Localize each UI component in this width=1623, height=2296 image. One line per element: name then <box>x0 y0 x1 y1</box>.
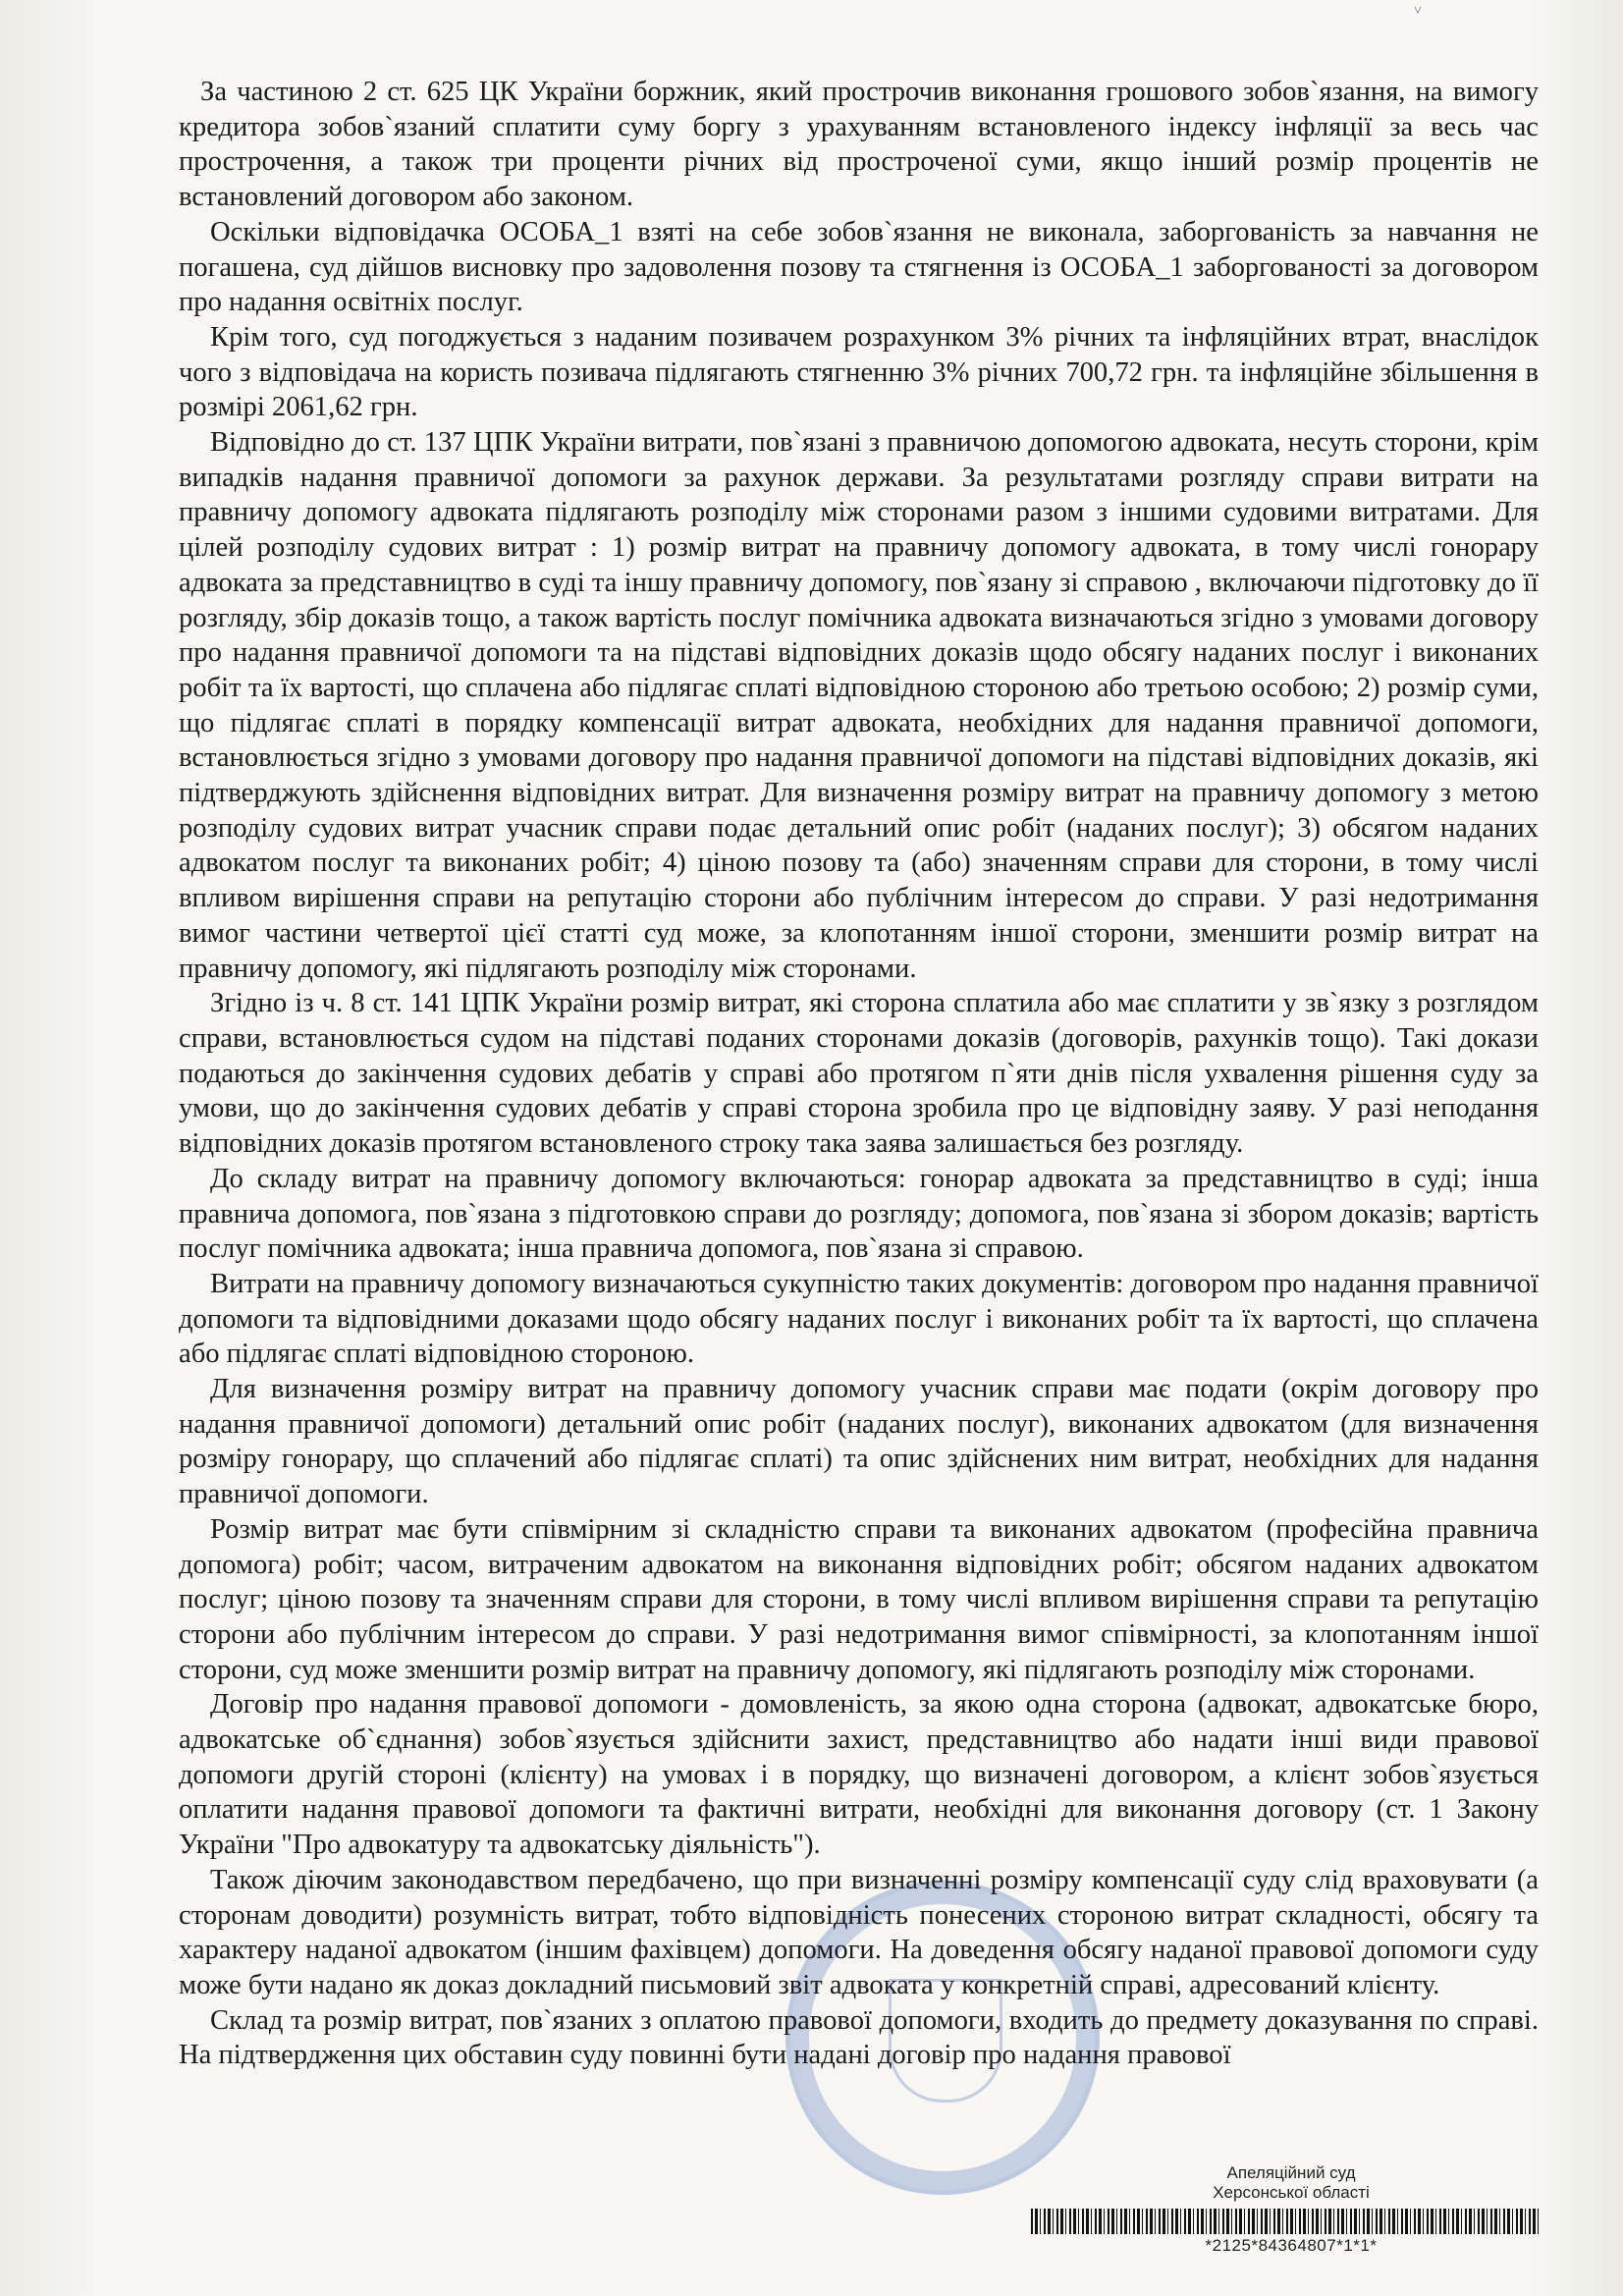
paragraph-9: Розмір витрат має бути співмірним зі складністю справи та виконаних адвокатом (професійна правнича допомога) робіт; часом, витраченим адвокатом на виконання відповідних робіт; обсягом наданих адвокатом послуг; ціною позову та значенням справи для сторони, в тому числі впливом вирішення справи та репутацію сторони або публічним інтересом до справи. У разі недотримання вимог співмірності, за клопотанням іншої сторони, суд може зменшити розмір витрат на правничу допомогу, які підлягають розподілу між сторонами. <box>179 1513 1539 1685</box>
corner-mark: ˅ <box>1414 4 1422 19</box>
page-footer <box>1031 2163 1551 2256</box>
paragraph-4: Відповідно до ст. 137 ЦПК України витрати, пов`язані з правничою допомогою адвоката, несуть сторони, крім випадків надання правничої допомоги за рахунок держави. За результатами розгляду справи витрати на правничу допомогу адвоката підлягають розподілу між сторонами разом з іншими судовими витратами. Для цілей розподілу судових витрат : 1) розмір витрат на правничу допомогу адвоката, в тому числі гонорару адвоката за представництво в суді та іншу правничу допомогу, пов`язану зі справою , включаючи підготовку до її розгляду, збір доказів тощо, а також вартість послуг помічника адвоката визначаються згідно з умовами договору про надання правничої допомоги та на підставі відповідних доказів щодо обсягу наданих послуг і виконаних робіт та їх вартості, що сплачена або підлягає сплаті відповідною стороною або третьою особою; 2) розмір суми, що підлягає сплаті в порядку компенсації витрат адвоката, необхідних для надання правничої допомоги, встановлюється згідно з умовами договору про надання правничої допомоги на підставі відповідних доказів, які підтверджують здійснення відповідних витрат. Для визначення розміру витрат на правничу допомогу з метою розподілу судових витрат учасник справи подає детальний опис робіт (наданих послуг); 3) обсягом наданих адвокатом послуг та виконаних робіт; 4) ціною позову та (або) значенням справи для сторони, в тому числі впливом вирішення справи на репутацію сторони або публічним інтересом до справи. У разі недотримання вимог частини четвертої цієї статті суд може, за клопотанням іншої сторони, зменшити розмір витрат на правничу допомогу, які підлягають розподілу між сторонами. <box>179 427 1539 984</box>
paragraph-2: Оскільки відповідачка ОСОБА_1 взяті на себе зобов`язання не виконала, заборгованість за навчання не погашена, суд дійшов висновку про задоволення позову та стягнення із ОСОБА_1 заборгованості за договором про надання освітніх послуг. <box>179 216 1539 318</box>
court-name-line-1: Апеляційний суд <box>1226 2163 1356 2182</box>
court-name-line-2: Херсонської області <box>1213 2183 1370 2202</box>
paragraph-1: За частиною 2 ст. 625 ЦК України боржник, який прострочив виконання грошового зобов`язання, на вимогу кредитора зобов`язаний сплатити суму боргу з урахуванням встановленого індексу інфляції за весь час прострочення, а також три проценти річних від простроченої суми, якщо інший розмір процентів не встановлений договором або законом. <box>179 77 1539 213</box>
paragraph-6: До складу витрат на правничу допомогу включаються: гонорар адвоката за представництво в суді; інша правнича допомога, пов`язана з підготовкою справи до розгляду; допомога, пов`язана зі збором доказів; вартість послуг помічника адвоката; інша правнича допомога, пов`язана зі справою. <box>179 1163 1539 1265</box>
paragraph-10: Договір про надання правової допомоги - домовленість, за якою одна сторона (адвокат, адвокатське бюро, адвокатське об`єднання) зобов`язується здійснити захист, представництво або надати інші види правової допомоги другій стороні (клієнту) на умовах і в порядку, що визначені договором, а клієнт зобов`язується оплатити надання правової допомоги та фактичні витрати, необхідні для виконання договору (ст. 1 Закону України "Про адвокатуру та адвокатську діяльність"). <box>179 1689 1539 1861</box>
barcode-number: *2125*84364807*1*1* <box>1205 2236 1378 2255</box>
paragraph-8: Для визначення розміру витрат на правничу допомогу учасник справи має подати (окрім договору про надання правничої допомоги) детальний опис робіт (наданих послуг), виконаних адвокатом (для визначення розміру гонорару, що сплачений або підлягає сплаті) та опис здійснених ним витрат, необхідних для надання правничої допомоги. <box>179 1374 1539 1510</box>
paragraph-11: Також діючим законодавством передбачено, що при визначенні розміру компенсації суду слід враховувати (а сторонам доводити) розумність витрат, тобто відповідність понесених стороною витрат складності, обсягу та характеру наданої адвокатом (іншим фахівцем) допомоги. На доведення обсягу наданої правової допомоги суду може бути надано як доказ докладний письмовий звіт адвоката у конкретній справі, адресований клієнту. <box>179 1864 1539 2000</box>
paragraph-5: Згідно із ч. 8 ст. 141 ЦПК України розмір витрат, які сторона сплатила або має сплатити у зв`язку з розглядом справи, встановлюється судом на підставі поданих сторонами доказів (договорів, рахунків тощо). Такі докази подаються до закінчення судових дебатів у справі або протягом п`яти днів після ухвалення рішення суду за умови, що до закінчення судових дебатів у справі сторона зробила про це відповідну заяву. У разі неподання відповідних доказів протягом встановленого строку така заява залишається без розгляду. <box>179 988 1539 1160</box>
document-body <box>179 75 1539 2073</box>
paragraph-7: Витрати на правничу допомогу визначаються сукупністю таких документів: договором про надання правничої допомоги та відповідними доказами щодо обсягу наданих послуг і виконаних робіт та їх вартості, що сплачена або підлягає сплаті відповідною стороною. <box>179 1268 1539 1370</box>
barcode <box>1031 2209 1542 2234</box>
paragraph-12: Склад та розмір витрат, пов`язаних з оплатою правової допомоги, входить до предмету доказування по справі. На підтвердження цих обставин суду повинні бути надані договір про надання правової <box>179 2004 1539 2071</box>
paragraph-3: Крім того, суд погоджується з наданим позивачем розрахунком 3% річних та інфляційних втрат, внаслідок чого з відповідача на користь позивача підлягають стягненню 3% річних 700,72 грн. та інфляційне збільшення в розмірі 2061,62 грн. <box>179 321 1539 423</box>
